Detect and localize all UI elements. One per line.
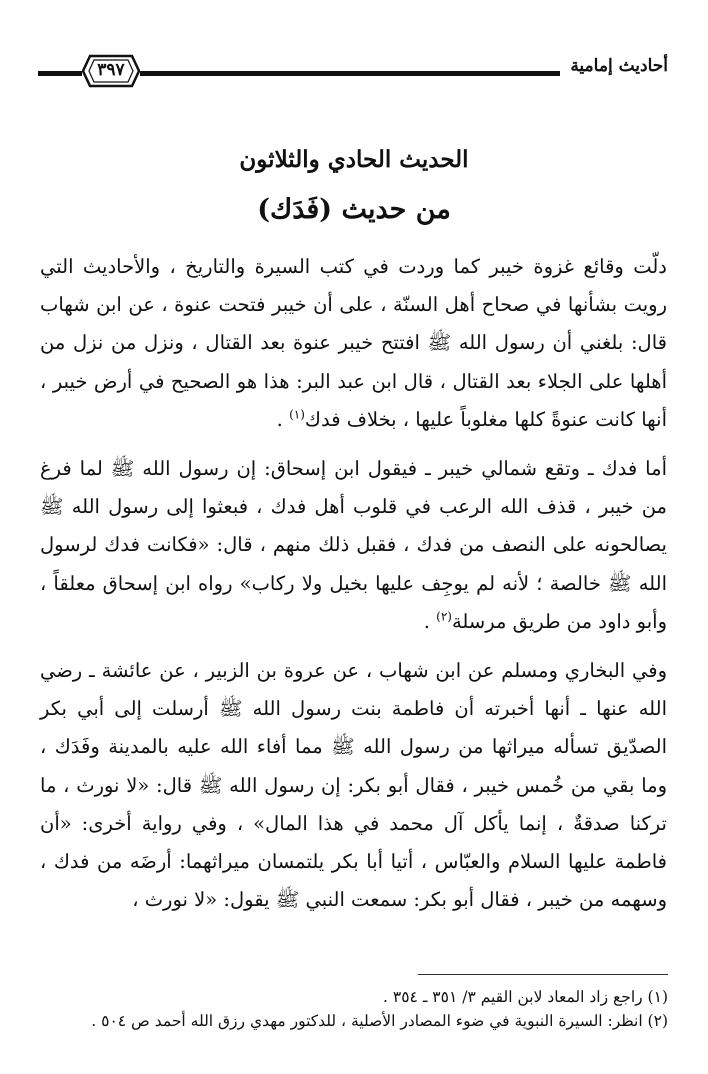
page-number-badge xyxy=(82,53,140,89)
footnotes xyxy=(28,985,668,1033)
footnote-divider xyxy=(418,974,668,975)
paragraph xyxy=(40,652,667,919)
footnote: (٢) انظر: السيرة النبوية في ضوء المصادر الأصلية ، للدكتور مهدي رزق الله أحمد ص ٥٠٤ . xyxy=(91,1012,668,1030)
section-title: من حديث (فَدَك) xyxy=(257,194,451,225)
paragraph xyxy=(40,450,667,641)
paragraph xyxy=(40,248,667,439)
paragraph-tail: . xyxy=(423,609,430,633)
footnote-marker: (١) xyxy=(289,407,305,422)
paragraph-text: أما فدك ـ وتقع شمالي خيبر ـ فيقول ابن إسحاق: إن رسول الله ﷺ لما فرغ من خيبر ، قذف الله الرعب في قلوب أهل فدك ، فبعثوا إلى رسول الله ﷺ يصالحونه على النصف من فدك ، فقبل ذلك منهم ، قال: «فكانت فدك لرسول الله ﷺ خالصة ؛ لأنه لم يوجِف عليها بخيل ولا ركاب» رواه ابن إسحاق معلقاً ، وأبو داود من طريق مرسلة xyxy=(40,457,667,633)
paragraph-text: دلّت وقائع غزوة خيبر كما وردت في كتب السيرة والتاريخ ، والأحاديث التي رويت بشأنها في صحاح أهل السنّة ، على أن خيبر فتحت عنوة ، عن ابن شهاب قال: بلغني أن رسول الله ﷺ افتتح خيبر عنوة بعد القتال ، ونزل من نزل من أهلها على الجلاء بعد القتال ، قال ابن عبد البر: هذا هو الصحيح في أرض خيبر ، أنها كانت عنوةً كلها مغلوباً عليها ، بخلاف فدك xyxy=(40,255,667,431)
page-number: ٣٩٧ xyxy=(97,60,125,80)
footnote-marker: (٢) xyxy=(436,609,452,624)
chapter-title: الحديث الحادي والثلاثون xyxy=(239,146,469,173)
header-rule xyxy=(140,71,560,76)
paragraph-tail: . xyxy=(276,407,283,431)
page-header xyxy=(38,50,668,94)
body-text xyxy=(40,248,667,930)
header-rule xyxy=(38,71,82,76)
footnote: (١) راجع زاد المعاد لابن القيم ٣/ ٣٥١ ـ ٣٥٤ . xyxy=(383,988,668,1006)
running-title: أحاديث إمامية xyxy=(570,56,668,76)
paragraph-text: وفي البخاري ومسلم عن ابن شهاب ، عن عروة بن الزبير ، عن عائشة ـ رضي الله عنها ـ أنها أخبرته أن فاطمة بنت رسول الله ﷺ أرسلت إلى أبي بكر الصدّيق تسأله ميراثها من رسول الله ﷺ مما أفاء الله عليه بالمدينة وفَدَك ، وما بقي من خُمس خيبر ، فقال أبو بكر: إن رسول الله ﷺ قال: «لا نورث ، ما تركنا صدقةٌ ، إنما يأكل آل محمد في هذا المال» ، وفي رواية أخرى: «أن فاطمة عليها السلام والعبّاس ، أتيا أبا بكر يلتمسان ميراثهما: أرضَه من فدك ، وسهمه من خيبر ، فقال أبو بكر: سمعت النبي ﷺ يقول: «لا نورث ، xyxy=(40,659,667,912)
